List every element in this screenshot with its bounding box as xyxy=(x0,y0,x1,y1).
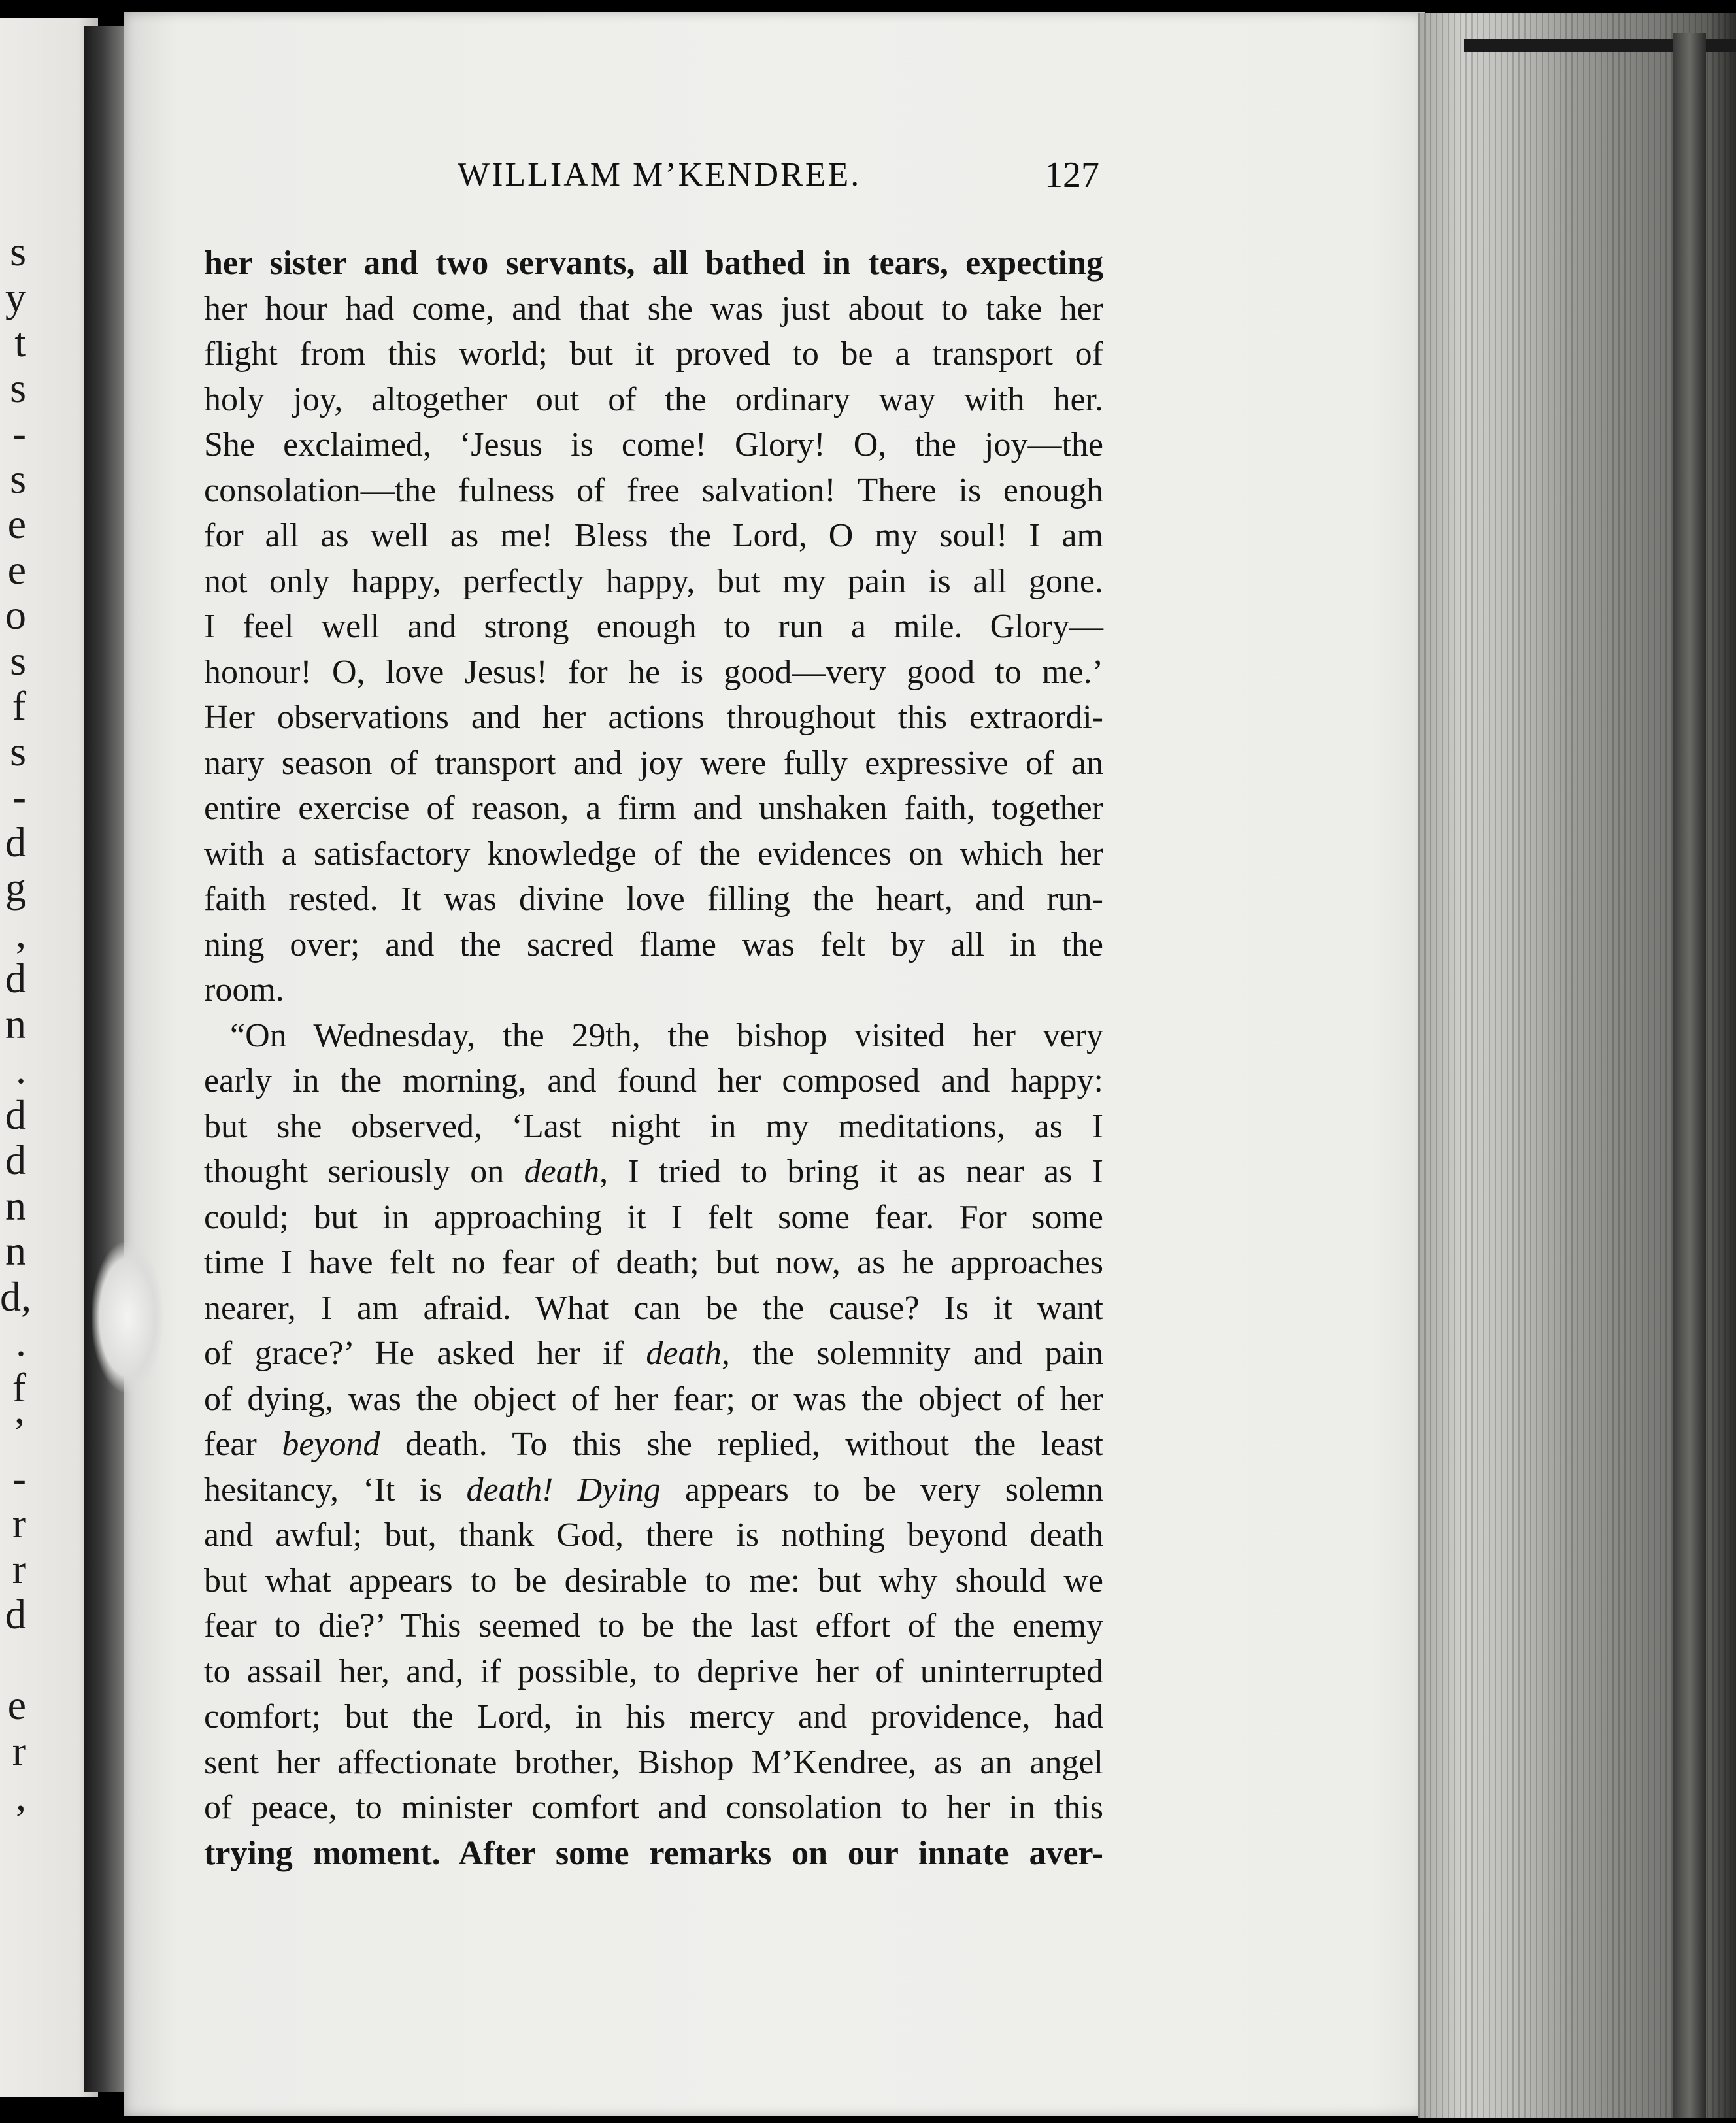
text-line: her sister and two servants, all bathed in tears, expecting xyxy=(204,244,1103,282)
facing-page-fragment: e xyxy=(7,501,26,547)
facing-page-fragment: d xyxy=(5,955,26,1001)
facing-page-fragment: d xyxy=(5,1137,26,1183)
text-line: fear beyond death. To this she replied, without the least xyxy=(204,1426,1103,1463)
facing-page-fragment: e xyxy=(7,1682,26,1728)
text-line: honour! O, love Jesus! for he is good—very good to me.’ xyxy=(204,653,1103,691)
facing-page-fragment: f xyxy=(12,1363,26,1411)
text-line: of grace?’ He asked her if death, the solemnity and pain xyxy=(204,1335,1103,1372)
text-line: consolation—the fulness of free salvation! There is enough xyxy=(204,471,1103,509)
facing-page-fragment: d, xyxy=(0,1273,31,1320)
facing-page-letter-fragments xyxy=(0,228,31,1819)
text-line: Her observations and her actions throughout this extraordi- xyxy=(204,699,1103,736)
text-line: fear to die?’ This seemed to be the last effort of the enemy xyxy=(204,1607,1103,1645)
text-line: “On Wednesday, the 29th, the bishop visited her very xyxy=(230,1016,1103,1054)
text-line: not only happy, perfectly happy, but my pain is all gone. xyxy=(204,562,1103,600)
text-line: but what appears to be desirable to me: but why should we xyxy=(204,1562,1103,1599)
text-line: flight from this world; but it proved to be a transport of xyxy=(204,335,1103,373)
text-line: early in the morning, and found her composed and happy: xyxy=(204,1062,1103,1099)
facing-page-fragment: d xyxy=(5,1591,26,1637)
gutter-shadow xyxy=(84,26,129,2092)
text-line: her hour had come, and that she was just about to take her xyxy=(204,290,1103,327)
text-line: thought seriously on death, I tried to bring it as near as I xyxy=(204,1153,1103,1190)
facing-page-fragment: d xyxy=(5,1091,26,1138)
paper-stain xyxy=(92,1242,163,1392)
text-line: time I have felt no fear of death; but now, as he approaches xyxy=(204,1244,1103,1281)
text-line: I feel well and strong enough to run a mile. Glory— xyxy=(204,608,1103,645)
text-line: nary season of transport and joy were fully expressive of an xyxy=(204,744,1103,782)
facing-page-fragment: t xyxy=(14,319,26,365)
facing-page-fragment: , xyxy=(16,909,26,956)
facing-page-fragment: e xyxy=(7,546,26,593)
facing-page-fragment: s xyxy=(10,228,26,275)
text-line: hesitancy, ‘It is death! Dying appears to be very solemn xyxy=(204,1471,1103,1509)
facing-page-fragment: - xyxy=(12,410,26,456)
text-line: holy joy, altogether out of the ordinary way with her. xyxy=(204,380,1103,418)
text-line: to assail her, and, if possible, to deprive her of uninterrupted xyxy=(204,1652,1103,1690)
text-line: but she observed, ‘Last night in my meditations, as I xyxy=(204,1107,1103,1145)
facing-page-fragment: ’ xyxy=(12,1409,26,1456)
text-line: nearer, I am afraid. What can be the cause? Is it want xyxy=(204,1289,1103,1327)
book-cover-edge xyxy=(1673,33,1706,2118)
facing-page-fragment: n xyxy=(5,1228,26,1274)
facing-page-fragment: s xyxy=(10,637,26,684)
text-line: trying moment. After some remarks on our innate aver- xyxy=(204,1834,1103,1872)
facing-page-fragment: , xyxy=(16,1773,26,1819)
body-text xyxy=(204,241,1103,1876)
facing-page-fragment: d xyxy=(5,818,26,865)
facing-page-fragment: g xyxy=(5,864,26,911)
facing-page-fragment: r xyxy=(12,1727,26,1774)
text-line: She exclaimed, ‘Jesus is come! Glory! O, the joy—the xyxy=(204,426,1103,463)
facing-page-fragment: r xyxy=(12,1545,26,1592)
text-line: entire exercise of reason, a firm and unshaken faith, together xyxy=(204,790,1103,827)
facing-page-fragment: s xyxy=(10,727,26,775)
text-line: sent her affectionate brother, Bishop M’Kendree, as an angel xyxy=(204,1743,1103,1781)
facing-page-fragment: o xyxy=(5,592,26,638)
text-line: of peace, to minister comfort and consolation to her in this xyxy=(204,1789,1103,1826)
facing-page-fragment: - xyxy=(12,1454,26,1501)
text-line: comfort; but the Lord, in his mercy and providence, had xyxy=(204,1698,1103,1735)
text-line: ning over; and the sacred flame was felt by all in the xyxy=(204,926,1103,963)
facing-page-fragment: s xyxy=(10,364,26,411)
text-line: of dying, was the object of her fear; or was the object of her xyxy=(204,1380,1103,1418)
text-line: for all as well as me! Bless the Lord, O my soul! I am xyxy=(204,517,1103,554)
facing-page-fragment: n xyxy=(5,1000,26,1047)
facing-page-fragment: n xyxy=(5,1182,26,1229)
page-number: 127 xyxy=(1044,155,1099,195)
facing-page-fragment: s xyxy=(10,455,26,502)
text-line: and awful; but, thank God, there is nothing beyond death xyxy=(204,1516,1103,1554)
facing-page-fragment: y xyxy=(5,273,26,320)
facing-page-fragment: . xyxy=(16,1046,26,1092)
facing-page-fragment: - xyxy=(12,773,26,820)
facing-page-fragment: r xyxy=(12,1500,26,1546)
text-line: could; but in approaching it I felt some fear. For some xyxy=(204,1198,1103,1236)
text-line: with a satisfactory knowledge of the evidences on which her xyxy=(204,835,1103,873)
running-head: WILLIAM M’KENDREE. xyxy=(458,156,861,193)
text-line: faith rested. It was divine love filling the heart, and run- xyxy=(204,880,1103,918)
text-line: room. xyxy=(204,971,284,1009)
facing-page-fragment xyxy=(0,1637,26,1683)
facing-page-fragment: f xyxy=(12,682,26,729)
facing-page-fragment: . xyxy=(16,1318,26,1365)
